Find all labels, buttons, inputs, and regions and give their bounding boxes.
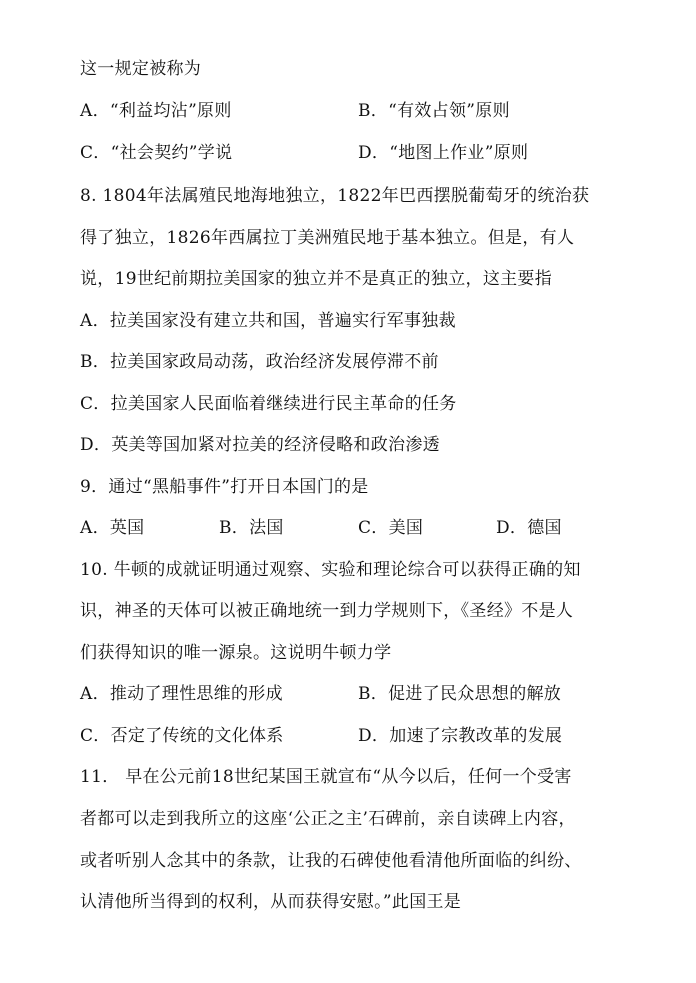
- q10-stem-line-3: 们获得知识的唯一源泉。这说明牛顿力学: [80, 643, 392, 663]
- q11-stem-line-2: 者都可以走到我所立的这座‘公正之主’石碑前，亲自读碑上内容，: [80, 809, 576, 829]
- q11-stem-line-1: 11． 早在公元前18世纪某国王就宣布“从今以后，任何一个受害: [80, 767, 572, 787]
- q10-stem-line-2: 识，神圣的天体可以被正确地统一到力学规则下，《圣经》不是人: [80, 601, 574, 621]
- q9-option-a: A．英国: [80, 518, 145, 538]
- q8-option-c: C．拉美国家人民面临着继续进行民主革命的任务: [80, 394, 457, 414]
- q7-option-c: C．“社会契约”学说: [80, 143, 233, 163]
- q8-option-d: D．英美等国加紧对拉美的经济侵略和政治渗透: [80, 435, 440, 455]
- q9-option-c: C．美国: [358, 518, 424, 538]
- q8-option-a: A．拉美国家没有建立共和国，普遍实行军事独裁: [80, 311, 456, 331]
- q8-option-b: B．拉美国家政局动荡，政治经济发展停滞不前: [80, 352, 439, 372]
- q8-stem-line-2: 得了独立，1826年西属拉丁美洲殖民地于基本独立。但是，有人: [80, 228, 575, 248]
- q7-option-d: D．“地图上作业”原则: [358, 143, 529, 163]
- q10-option-a: A．推动了理性思维的形成: [80, 684, 283, 704]
- q7-option-b: B．“有效占领”原则: [358, 101, 510, 121]
- q9-stem: 9．通过“黑船事件”打开日本国门的是: [80, 477, 369, 497]
- q7-option-a: A．“利益均沾”原则: [80, 101, 232, 121]
- q10-option-c: C．否定了传统的文化体系: [80, 726, 284, 746]
- q10-stem-line-1: 10. 牛顿的成就证明通过观察、实验和理论综合可以获得正确的知: [80, 560, 581, 580]
- q10-option-b: B．促进了民众思想的解放: [358, 684, 562, 704]
- q11-stem-line-4: 认清他所当得到的权利，从而获得安慰。”此国王是: [80, 892, 462, 912]
- q9-option-b: B．法国: [219, 518, 284, 538]
- q9-option-d: D．德国: [496, 518, 562, 538]
- q7-stem-tail: 这一规定被称为: [80, 59, 202, 79]
- q11-stem-line-3: 或者听别人念其中的条款，让我的石碑使他看清他所面临的纠纷、: [80, 851, 582, 871]
- q10-option-d: D．加速了宗教改革的发展: [358, 726, 563, 746]
- q8-stem-line-1: 8. 1804年法属殖民地海地独立，1822年巴西摆脱葡萄牙的统治获: [80, 186, 590, 206]
- q8-stem-line-3: 说，19世纪前期拉美国家的独立并不是真正的独立，这主要指: [80, 269, 553, 289]
